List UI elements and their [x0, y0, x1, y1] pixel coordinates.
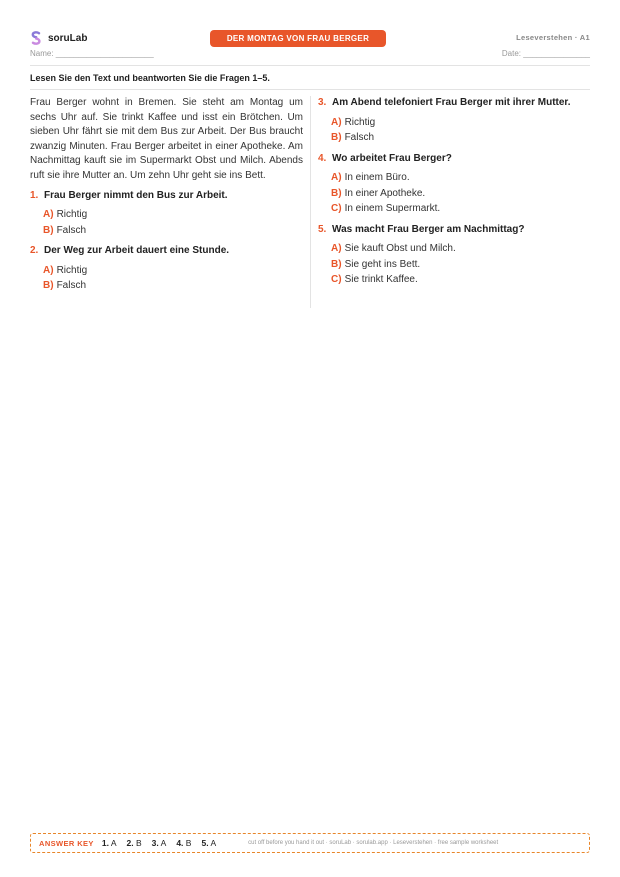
column-divider	[310, 96, 311, 308]
left-column	[30, 96, 303, 300]
option-letter: A)	[331, 243, 342, 254]
answer-key-answer: A	[160, 838, 167, 848]
option	[318, 257, 590, 273]
option	[318, 130, 590, 146]
option	[318, 201, 590, 217]
answer-key-number: 3.	[151, 838, 159, 848]
option-letter: A)	[331, 116, 342, 128]
option-letter: A)	[43, 264, 54, 276]
instruction: Lesen Sie den Text und beantworten Sie die Fragen 1–5.	[30, 73, 590, 90]
option-text: Sie geht ins Bett.	[344, 258, 421, 270]
option-letter: A)	[331, 172, 342, 183]
worksheet-header	[30, 30, 590, 66]
option-text: Falsch	[56, 224, 87, 236]
brand-name: soruLab	[48, 32, 88, 44]
date-field: Date: _______________	[501, 49, 590, 58]
option-letter: C)	[331, 274, 342, 285]
option	[318, 272, 590, 288]
sorulab-logo-icon	[30, 31, 42, 45]
question-stem	[318, 96, 590, 110]
answer-key-item	[127, 838, 142, 848]
answer-key-answer: A	[210, 838, 217, 848]
answer-key-strip	[30, 833, 590, 853]
option-letter: A)	[43, 209, 54, 221]
question-text: Wo arbeitet Frau Berger?	[332, 152, 452, 164]
option-letter: B)	[43, 280, 54, 292]
option-text: In einer Apotheke.	[344, 187, 426, 199]
option	[30, 223, 303, 239]
option-text: Richtig	[56, 209, 88, 221]
question-text: Der Weg zur Arbeit dauert eine Stunde.	[44, 245, 230, 257]
question-stem	[30, 244, 303, 258]
option-letter: B)	[331, 187, 342, 199]
question-number: 1.	[30, 189, 39, 201]
question-stem	[30, 189, 303, 203]
right-column	[318, 96, 590, 294]
question-5	[318, 223, 590, 288]
question-number: 3.	[318, 97, 327, 108]
answer-key-item	[201, 838, 216, 848]
question-text: Frau Berger nimmt den Bus zur Arbeit.	[44, 189, 228, 201]
reading-passage: Frau Berger wohnt in Bremen. Sie steht am Montag um sechs Uhr auf. Sie trinkt Kaffee und isst ein Brötchen. Um sieben Uhr fährt sie mit dem Bus zur Arbeit. Der Bus braucht zwanzig Minuten. Frau Berger arbeitet in einer Apotheke. Am Nachmittag kauft sie im Supermarkt Obst und Milch. Abends ruft sie ihre Mutter an. Um zehn Uhr geht sie ins Bett.	[30, 97, 303, 181]
option	[318, 170, 590, 186]
answer-key-number: 2.	[126, 838, 134, 848]
option-text: In einem Supermarkt.	[344, 203, 441, 214]
option-text: Sie trinkt Kaffee.	[344, 274, 418, 285]
answer-key-note: cut off before you hand it out · soruLab · sorulab.app · Leseverstehen · free sample worksheet	[248, 840, 499, 846]
answer-key-item	[176, 838, 191, 848]
question-stem	[318, 152, 590, 166]
answer-key-answer: B	[135, 838, 142, 848]
question-3	[318, 96, 590, 146]
option-text: Richtig	[344, 116, 376, 128]
answer-key-number: 1.	[101, 838, 109, 848]
option-text: In einem Büro.	[344, 172, 410, 183]
question-4	[318, 152, 590, 217]
option	[30, 278, 303, 294]
question-number: 5.	[318, 223, 327, 235]
answer-key-item	[152, 838, 167, 848]
question-2	[30, 244, 303, 294]
option-letter: C)	[331, 203, 342, 214]
question-text: Was macht Frau Berger am Nachmittag?	[332, 223, 525, 235]
option	[318, 115, 590, 131]
option-text: Falsch	[344, 132, 375, 143]
answer-key-number: 4.	[176, 838, 184, 848]
answer-key-answer: A	[110, 838, 117, 848]
option-letter: B)	[43, 224, 54, 236]
question-number: 2.	[30, 245, 39, 257]
name-field: Name: ______________________	[30, 49, 154, 58]
option-letter: B)	[331, 132, 342, 143]
question-1	[30, 189, 303, 239]
answer-key-answer: B	[185, 838, 192, 848]
title-banner: DER MONTAG VON FRAU BERGER	[210, 30, 386, 47]
option-text: Richtig	[56, 264, 88, 276]
option	[318, 186, 590, 202]
option-text: Sie kauft Obst und Milch.	[344, 243, 456, 254]
question-text: Am Abend telefoniert Frau Berger mit ihrer Mutter.	[332, 97, 571, 108]
option	[30, 263, 303, 279]
answer-key-number: 5.	[201, 838, 209, 848]
option-text: Falsch	[56, 280, 87, 292]
option-letter: B)	[331, 258, 342, 270]
answer-key-item	[102, 838, 117, 848]
option	[30, 207, 303, 223]
question-stem	[318, 223, 590, 237]
brand	[30, 31, 87, 45]
option	[318, 241, 590, 257]
question-number: 4.	[318, 152, 327, 164]
level-label: Leseverstehen · A1	[516, 33, 590, 42]
answer-key-label: ANSWER KEY	[39, 838, 94, 848]
